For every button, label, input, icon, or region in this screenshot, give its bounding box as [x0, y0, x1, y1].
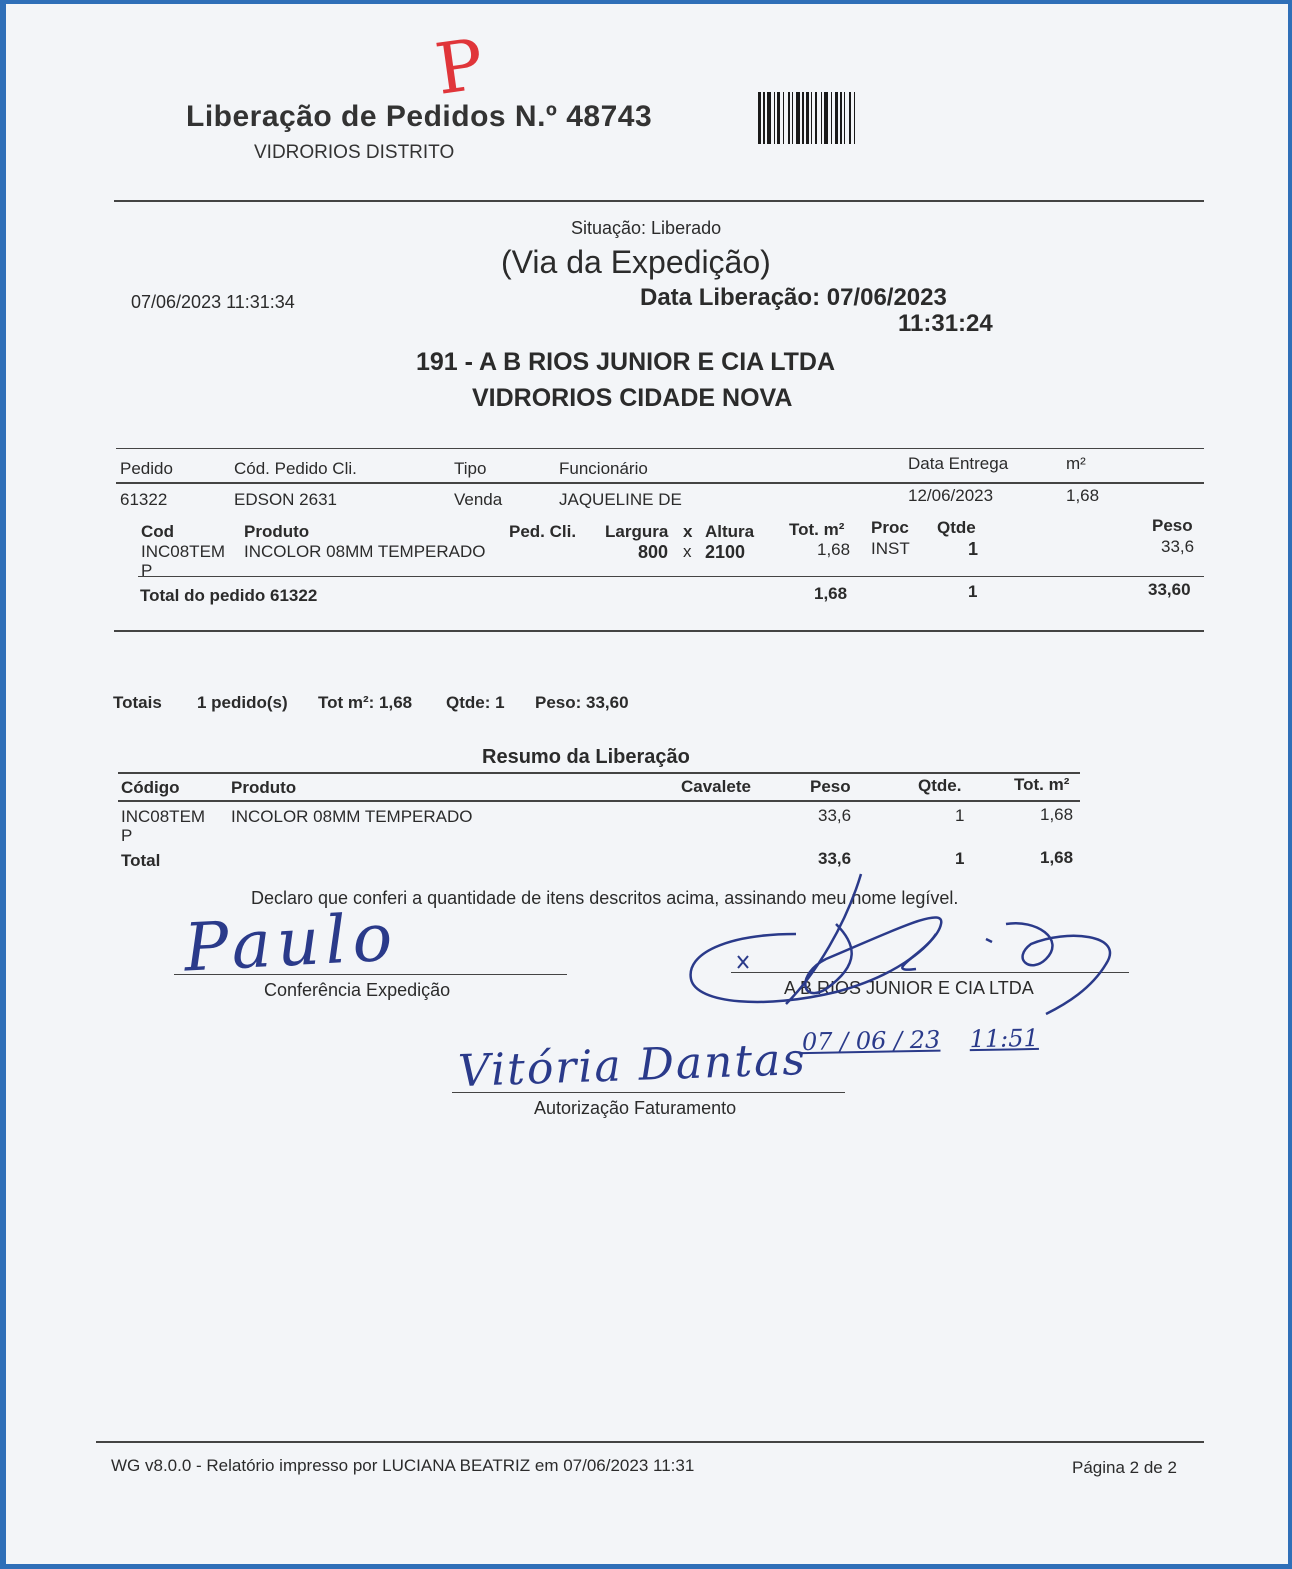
footer-report: WG v8.0.0 - Relatório impresso por LUCIANA BEATRIZ em 07/06/2023 11:31 — [111, 1456, 695, 1475]
totais-pedidos: 1 pedido(s) — [197, 693, 288, 712]
barcode-bar — [854, 92, 855, 144]
header-ped-cli: Ped. Cli. — [509, 522, 577, 541]
totais-qtde: Qtde: 1 — [446, 693, 505, 712]
barcode-bar — [811, 92, 812, 144]
data-liberacao: Data Liberação: 07/06/2023 — [640, 284, 947, 311]
resumo-header-peso: Peso — [810, 777, 851, 796]
resumo-cell-peso: 33,6 — [818, 806, 852, 825]
document-title: Liberação de Pedidos N.º 48743 — [186, 100, 653, 133]
barcode-bar — [840, 92, 842, 144]
barcode-bar — [831, 92, 832, 144]
barcode-bar — [763, 92, 765, 144]
handwritten-signature-paulo: Paulo — [182, 898, 401, 987]
header-altura: Altura — [705, 522, 755, 541]
cell-tot-m2: 1,68 — [817, 540, 851, 559]
via-title: (Via da Expedição) — [501, 244, 771, 280]
header-funcionario: Funcionário — [559, 459, 648, 478]
footer-page: Página 2 de 2 — [1072, 1458, 1177, 1477]
header-m2: m² — [1066, 454, 1086, 473]
barcode-bar — [758, 92, 761, 144]
header-pedido: Pedido — [120, 459, 173, 478]
totais-label: Totais — [113, 693, 162, 712]
header-cod: Cod — [141, 522, 175, 541]
divider — [116, 448, 1204, 449]
totais-m2: Tot m²: 1,68 — [318, 693, 413, 712]
divider — [114, 200, 1204, 202]
status-text: Situação: Liberado — [571, 218, 722, 238]
barcode-bar — [806, 92, 809, 144]
cell-funcionario: JAQUELINE DE — [559, 490, 682, 509]
barcode-bar — [802, 92, 804, 144]
barcode-bar — [777, 92, 780, 144]
total-pedido-m2: 1,68 — [814, 584, 848, 603]
header-largura: Largura — [605, 522, 669, 541]
cell-m2: 1,68 — [1066, 486, 1100, 505]
resumo-header-qtde: Qtde. — [918, 776, 962, 795]
header-peso: Peso — [1152, 516, 1193, 535]
header-data-entrega: Data Entrega — [908, 454, 1009, 473]
resumo-header-produto: Produto — [231, 778, 297, 797]
barcode-bar — [767, 92, 771, 144]
header-qtde: Qtde — [937, 518, 976, 537]
barcode-bar — [849, 92, 851, 144]
cell-data-entrega: 12/06/2023 — [908, 486, 994, 505]
print-datetime: 07/06/2023 11:31:34 — [131, 292, 295, 312]
resumo-header-tot-m2: Tot. m² — [1014, 775, 1070, 794]
resumo-cell-tot-m2: 1,68 — [1040, 805, 1074, 824]
data-liberacao-time: 11:31:24 — [898, 310, 993, 337]
cell-tipo: Venda — [454, 490, 503, 509]
barcode-bar — [796, 92, 800, 144]
declaration-text: Declaro que conferi a quantidade de itens descritos acima, assinando meu nome legível. — [251, 888, 959, 908]
document-page — [6, 4, 1288, 1564]
header-cod-pedido-cli: Cód. Pedido Cli. — [234, 459, 357, 478]
barcode-bar — [783, 92, 784, 144]
total-pedido-peso: 33,60 — [1148, 580, 1191, 599]
barcode-bar — [824, 92, 828, 144]
resumo-cell-codigo: INC08TEM P — [121, 807, 206, 845]
resumo-cell-produto: INCOLOR 08MM TEMPERADO — [231, 807, 473, 826]
cell-largura: 800 — [638, 542, 669, 562]
resumo-header-codigo: Código — [121, 778, 180, 797]
autorizacao-label: Autorização Faturamento — [534, 1098, 737, 1118]
cell-qtde: 1 — [968, 539, 979, 559]
cell-peso: 33,6 — [1161, 537, 1195, 556]
header-produto: Produto — [244, 522, 310, 541]
divider — [118, 800, 1080, 802]
handwritten-date: 07 / 06 / 23 11:51 — [801, 1023, 1039, 1057]
barcode-bar — [835, 92, 838, 144]
cell-altura: 2100 — [705, 542, 746, 562]
company-name: VIDRORIOS DISTRITO — [254, 142, 455, 163]
resumo-total-peso: 33,6 — [818, 849, 852, 868]
divider — [138, 576, 1204, 577]
divider — [118, 772, 1080, 774]
conferencia-label: Conferência Expedição — [264, 980, 451, 1000]
handwritten-signature-client — [686, 864, 1116, 1014]
resumo-cell-qtde: 1 — [955, 806, 965, 825]
resumo-title: Resumo da Liberação — [482, 746, 690, 768]
cell-pedido: 61322 — [120, 490, 168, 509]
cell-produto: INCOLOR 08MM TEMPERADO — [244, 542, 486, 561]
resumo-total-label: Total — [121, 851, 161, 870]
resumo-total-qtde: 1 — [955, 849, 965, 868]
cell-proc: INST — [871, 539, 910, 558]
footer-divider — [96, 1441, 1204, 1443]
total-pedido-label: Total do pedido 61322 — [140, 586, 318, 605]
barcode — [758, 92, 953, 144]
divider — [114, 630, 1204, 632]
header-x: x — [683, 522, 693, 541]
logo-p: P — [430, 23, 489, 111]
handwritten-signature-vitoria: Vitória Dantas — [457, 1033, 808, 1098]
cell-cod: INC08TEM P — [141, 542, 226, 580]
barcode-bar — [821, 92, 822, 144]
total-pedido-qtde: 1 — [968, 582, 978, 601]
cell-x: x — [683, 542, 692, 561]
client-signature-label: A B RIOS JUNIOR E CIA LTDA — [784, 978, 1034, 998]
header-proc: Proc — [871, 518, 909, 537]
barcode-bar — [774, 92, 775, 144]
client-store: VIDRORIOS CIDADE NOVA — [472, 384, 793, 412]
resumo-total-tot-m2: 1,68 — [1040, 848, 1074, 867]
client-name: 191 - A B RIOS JUNIOR E CIA LTDA — [416, 348, 836, 376]
divider — [116, 482, 1204, 484]
resumo-header-cavalete: Cavalete — [681, 777, 751, 796]
header-tot-m2: Tot. m² — [789, 520, 845, 539]
barcode-bar — [844, 92, 845, 144]
totais-peso: Peso: 33,60 — [535, 693, 629, 712]
barcode-bar — [788, 92, 790, 144]
barcode-bar — [792, 92, 793, 144]
header-tipo: Tipo — [454, 459, 487, 478]
barcode-bar — [815, 92, 817, 144]
cell-cod-pedido-cli: EDSON 2631 — [234, 490, 337, 509]
